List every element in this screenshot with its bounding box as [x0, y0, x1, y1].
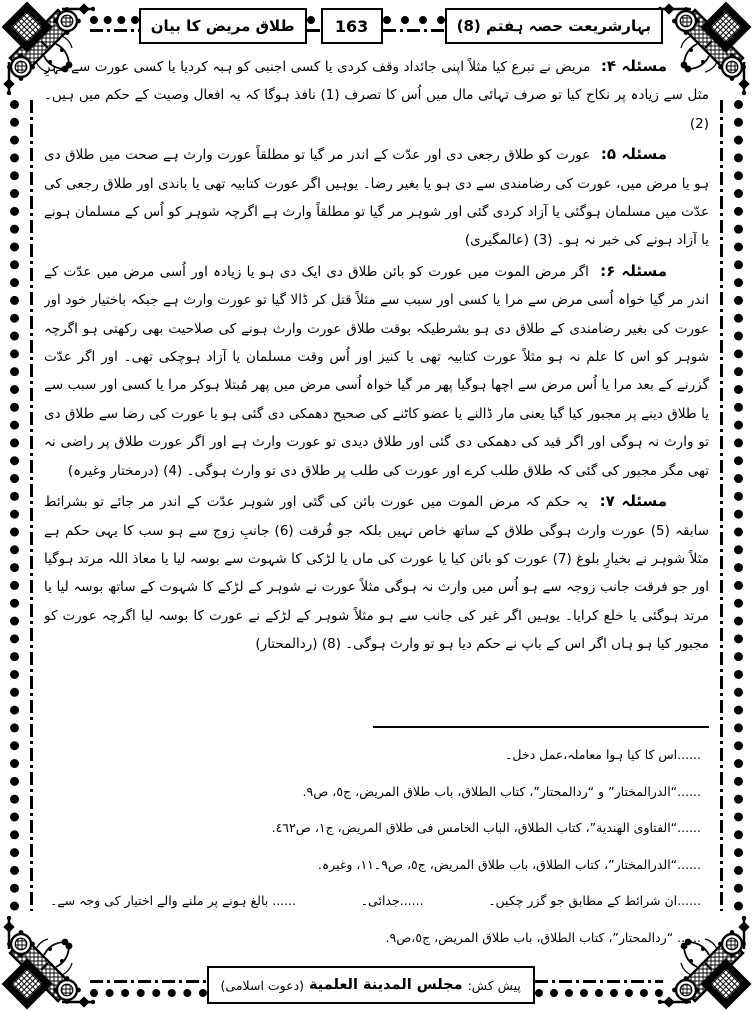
- chapter-title: طلاق مریض کا بیان: [150, 17, 295, 35]
- header-book-title-box: [445, 8, 663, 44]
- masla-text: اگر مرض الموت میں عورت کو بائن طلاق دی ایک دی ہو یا زیادہ اور اُسی مرض میں عدّت کے اندر مر گیا خواہ اُسی مرض سے مرا یا کسی اور سبب سے مثلاً قتل کر ڈالا گیا تو عورت وارث ہے جبکہ باختیار خود اور عورت کی بغیر رضامندی کے طلاق دی ہو بشرطیکہ بوقت طلاق عورت وارث ہونے کی صلاحیت بھی رکھتی ہو اگرچہ شوہر کو اس کا علم نہ ہو مثلاً عورت کتابیہ تھی یا کنیز اور اُس وقت مسلمان یا آزاد ہوچکی تھی۔ اور اگر عدّت گزرنے کے بعد مرا یا اُس مرض سے اچھا ہوگیا پھر مر گیا خواہ اُسی مرض میں پھر مُبتلا ہوکر مرا یا کسی اور سبب سے یا طلاق دینے پر مجبور کیا گیا یعنی مار ڈالنے یا عضو کاٹنے کی صحیح دھمکی دی گئی ہو یا عورت کی رضا سے طلاق دی تو وارث نہ ہوگی اور اگر قید کی دھمکی دی گئی اور طلاق دیدی تو عورت وارث ہے اور اگر عورت طلاق پر راضی نہ تھی مگر مجبور کی گئی کہ طلاق طلب کرے اور عورت کی طلب پر طلاق دی تو وارث ہوگی۔ (4) (درمختار وغیرہ): [44, 263, 709, 479]
- masla-text: مریض نے تبرع کیا مثلاً اپنی جائداد وقف کردی یا کسی اجنبی کو ہبہ کردیا یا کسی عورت سے مہرِ مثل سے زیادہ پر نکاح کیا تو صرف تہائی مال میں اُس کا تصرف (1) نافذ ہوگا کہ یہ افعال وصیت کے حکم میں ہیں۔ (2): [44, 59, 709, 132]
- publisher-suffix: (دعوت اسلامی): [220, 977, 305, 993]
- publisher-name: مجلس المدینة العلمیة: [309, 977, 463, 993]
- footnote-line: ...... “ردالمحتار”، کتاب الطلاق، باب طلاق المریض، ج٥،ص٩.: [385, 929, 701, 945]
- bead-chain: [90, 14, 139, 38]
- footnote-line: ......اس کا کیا ہوا معاملہ،عمل دخل۔: [505, 747, 701, 762]
- footnotes-area: [50, 737, 701, 957]
- bead-chain: [307, 14, 321, 38]
- bead-chain-vertical: [734, 100, 743, 911]
- footnote-line: ......“الفتاوی الھندیة”، کتاب الطلاق، الباب الخامس فی طلاق المریض، ج١، ص٤٦٢.: [271, 820, 701, 835]
- right-border-ornament: [715, 100, 745, 911]
- page-number-box: [321, 8, 383, 44]
- footnote-line: ......“الدرالمختار”، کتاب الطلاق، باب طلاق المریض، ج٥، ص٩۔١١، وغیرہ.: [317, 856, 701, 872]
- masla-paragraph-7: [44, 487, 709, 658]
- footnote-part: ...... بالغ ہونے پر ملنے والے اختیار کی وجہ سے۔: [50, 893, 297, 908]
- header-chapter-box: [139, 8, 307, 44]
- masla-text: یہ حکم کہ مرض الموت میں عورت بائن کی گئی اور شوہر عدّت کے اندر مر جائے تو بشرائط سابقہ (5) عورت وارث ہوگی طلاق کے ساتھ خاص نہیں بلکہ جو فُرقت (6) جانبِ زوج سے ہو سب کا یہی حکم ہے مثلاً شوہر نے بخیارِ بلوغ (7) عورت کو بائن کیا یا عورت کی ماں یا لڑکی کا شہوت سے بوسہ لیا یا معاذ اللہ مرتد ہوگیا اور جو فرقت جانب زوجہ سے ہو اُس میں وارث نہ ہوگی مثلاً عورت نے شوہر کے لڑکے کا شہوت کے ساتھ بوسہ لیا یا مرتد ہوگئی یا خلع کرایا۔ یوہیں اگر غیر کی جانب سے ہو مثلاً شوہر کے لڑکے نے عورت کا بوسہ لیا اگرچہ عورت کو مجبور کیا ہو ہاں اگر اس کے باپ نے حکم دیا ہو تو وارث ہوگی۔ (8) (ردالمحتار): [44, 494, 709, 653]
- footnote-part: ......ان شرائط کے مطابق جو گزر چکیں۔: [488, 893, 701, 908]
- footnote-part: ......جدائی۔: [360, 893, 424, 908]
- header-band: [90, 6, 663, 46]
- masla-label: مسئلہ ۷:: [599, 492, 668, 511]
- masla-text: عورت کو طلاق رجعی دی اور عدّت کے اندر مر گیا تو مطلقاً عورت وارث ہے صحت میں طلاق دی ہو یا مرض میں، عورت کی رضامندی سے دی ہو یا بغیر رضا۔ یوہیں اگر عورت کتابیہ تھی یا باندی اور طلاق رجعی کی عدّت میں مسلمان ہوگئی یا آزاد کردی گئی اور شوہر مر گیا تو مطلقاً وارث ہے اگرچہ شوہر کو اُس کے مسلمان ہونے یا آزاد ہونے کی خبر نہ ہو۔ (3) (عالمگیری): [44, 147, 709, 249]
- bead-chain: [90, 973, 207, 997]
- masla-label: مسئلہ ۴:: [600, 57, 668, 75]
- masla-paragraph-5: [44, 140, 709, 255]
- masla-paragraph-4: [44, 52, 709, 138]
- masla-label: مسئلہ ۵:: [600, 145, 668, 164]
- content-area: [44, 52, 709, 720]
- bead-chain: [535, 973, 663, 997]
- footer-band: [90, 965, 663, 1005]
- footer-publisher-box: [207, 966, 535, 1004]
- footnote-separator: [373, 726, 709, 728]
- dash-dot-rule-vertical: [30, 100, 33, 911]
- book-title: بہارشریعت حصہ ہفتم (8): [456, 17, 651, 35]
- bead-chain: [383, 14, 445, 38]
- left-border-ornament: [8, 100, 38, 911]
- bead-chain-vertical: [10, 100, 19, 911]
- masla-label: مسئلہ ۶:: [600, 261, 667, 280]
- masla-paragraph-6: [44, 257, 709, 485]
- footnote-line: ......“الدرالمختار” و “ردالمحتار”، کتاب الطلاق، باب طلاق المریض، ج٥، ص٩.: [302, 783, 701, 799]
- page-number: 163: [334, 16, 369, 36]
- publisher-prefix: پیش کش:: [467, 977, 521, 993]
- footnote-line-multi: [50, 883, 701, 920]
- dash-dot-rule-vertical: [720, 100, 723, 911]
